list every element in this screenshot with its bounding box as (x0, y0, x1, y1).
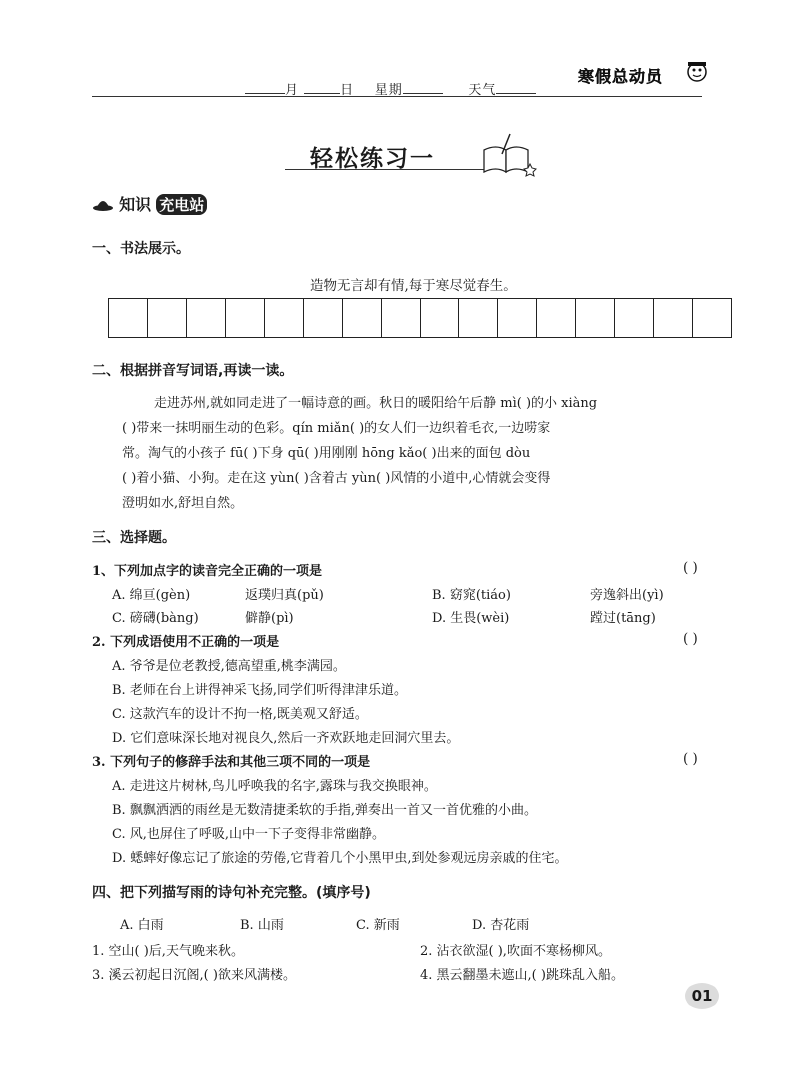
q3-1-option-b1: B. 窈窕(tiáo) (432, 588, 511, 603)
grid-cell[interactable] (537, 299, 576, 337)
hat-icon (92, 193, 114, 213)
page-number: 01 (691, 987, 713, 1005)
brand-text: 寒假总动员 (578, 67, 664, 86)
q4-choice-d: D. 杏花雨 (472, 918, 530, 933)
grid-cell[interactable] (459, 299, 498, 337)
q3-3-option-d: D. 蟋蟀好像忘记了旅途的劳倦,它背着几个小黑甲虫,到处参观远房亲戚的住宅。 (112, 851, 568, 866)
q4-line-4: 4. 黑云翻墨未遮山,( )跳珠乱入船。 (420, 968, 624, 983)
q4-line-1: 1. 空山( )后,天气晚来秋。 (92, 944, 244, 959)
section-badge (92, 192, 207, 218)
q2-line-3: 常。淘气的小孩子 fū( )下身 qū( )用刚刚 hōng kǎo( )出来的面包 dòu (122, 446, 531, 461)
month-label: 月 (285, 83, 300, 98)
grid-cell[interactable] (615, 299, 654, 337)
q3-1-option-c1: C. 磅礴(bàng) (112, 611, 199, 626)
grid-cell[interactable] (109, 299, 148, 337)
q3-1-option-a1: A. 绵亘(gèn) (112, 588, 191, 603)
q4-choice-c: C. 新雨 (356, 918, 400, 933)
q3-2-answer-paren[interactable]: ( ) (683, 631, 698, 647)
q4-line-3: 3. 溪云初起日沉阁,( )欲来风满楼。 (92, 968, 296, 983)
month-blank[interactable] (245, 81, 285, 94)
weekday-blank[interactable] (403, 81, 443, 94)
q2-line-2: ( )带来一抹明丽生动的色彩。qín miǎn( )的女人们一边织着毛衣,一边唠家 (122, 421, 551, 436)
q3-1-option-b2: 旁逸斜出(yì) (590, 588, 664, 603)
q4-choice-b: B. 山雨 (240, 918, 284, 933)
q2-heading: 二、根据拼音写词语,再读一读。 (92, 363, 294, 379)
q3-2-option-d: D. 它们意味深长地对视良久,然后一齐欢跃地走回洞穴里去。 (112, 731, 460, 746)
q3-2-option-b: B. 老师在台上讲得神采飞扬,同学们听得津津乐道。 (112, 683, 407, 698)
grid-cell[interactable] (304, 299, 343, 337)
q3-1-option-d2: 蹚过(tāng) (590, 611, 656, 626)
q4-line-2: 2. 沾衣欲湿( ),吹面不寒杨柳风。 (420, 944, 611, 959)
grid-cell[interactable] (265, 299, 304, 337)
grid-cell[interactable] (187, 299, 226, 337)
q3-3-stem: 3. 下列句子的修辞手法和其他三项不同的一项是 (92, 755, 371, 770)
q2-line-4: ( )着小猫、小狗。走在这 yùn( )含着古 yùn( )风情的小道中,心情就会变得 (122, 471, 551, 486)
grid-cell[interactable] (498, 299, 537, 337)
q3-2-stem: 2. 下列成语使用不正确的一项是 (92, 635, 280, 650)
badge-text-pill: 充电站 (156, 194, 207, 215)
title-underline (285, 169, 485, 170)
weather-label: 天气 (468, 83, 497, 98)
grid-cell[interactable] (421, 299, 460, 337)
q3-heading: 三、选择题。 (92, 530, 176, 546)
q3-3-option-c: C. 风,也屏住了呼吸,山中一下子变得非常幽静。 (112, 827, 386, 842)
page-title: 轻松练习一 (310, 146, 435, 172)
grid-cell[interactable] (654, 299, 693, 337)
grid-cell[interactable] (693, 299, 731, 337)
grid-cell[interactable] (382, 299, 421, 337)
q2-line-1: 走进苏州,就如同走进了一幅诗意的画。秋日的暖阳给午后静 mì( )的小 xiàng (154, 396, 598, 411)
q4-heading: 四、把下列描写雨的诗句补充完整。(填序号) (92, 885, 371, 901)
q1-heading: 一、书法展示。 (92, 241, 190, 257)
q3-1-option-a2: 返璞归真(pǔ) (245, 588, 324, 603)
header-divider (92, 96, 702, 97)
q3-3-option-a: A. 走进这片树林,鸟儿呼唤我的名字,露珠与我交换眼神。 (112, 779, 437, 794)
grid-cell[interactable] (226, 299, 265, 337)
q3-1-option-c2: 僻静(pì) (245, 611, 294, 626)
day-label: 日 (340, 83, 355, 98)
q4-choice-a: A. 白雨 (120, 918, 164, 933)
mascot-icon (682, 58, 712, 88)
day-blank[interactable] (304, 81, 340, 94)
q3-2-option-a: A. 爷爷是位老教授,德高望重,桃李满园。 (112, 659, 346, 674)
q3-1-answer-paren[interactable]: ( ) (683, 560, 698, 576)
q3-2-option-c: C. 这款汽车的设计不拘一格,既美观又舒适。 (112, 707, 368, 722)
brand-logo (578, 64, 712, 94)
q1-sentence: 造物无言却有情,每于寒尽觉春生。 (310, 278, 517, 294)
q2-line-5: 澄明如水,舒坦自然。 (122, 496, 244, 511)
q3-3-option-b: B. 飘飘洒洒的雨丝是无数清捷柔软的手指,弹奏出一首又一首优雅的小曲。 (112, 803, 537, 818)
calligraphy-grid[interactable] (108, 298, 732, 338)
q3-3-answer-paren[interactable]: ( ) (683, 751, 698, 767)
grid-cell[interactable] (343, 299, 382, 337)
weekday-label: 星期 (374, 83, 403, 98)
grid-cell[interactable] (576, 299, 615, 337)
grid-cell[interactable] (148, 299, 187, 337)
weather-blank[interactable] (496, 81, 536, 94)
badge-text-plain: 知识 (119, 195, 152, 214)
open-book-icon (478, 130, 538, 178)
q3-1-stem: 1、下列加点字的读音完全正确的一项是 (92, 564, 323, 579)
q3-1-option-d1: D. 生畏(wèi) (432, 611, 510, 626)
